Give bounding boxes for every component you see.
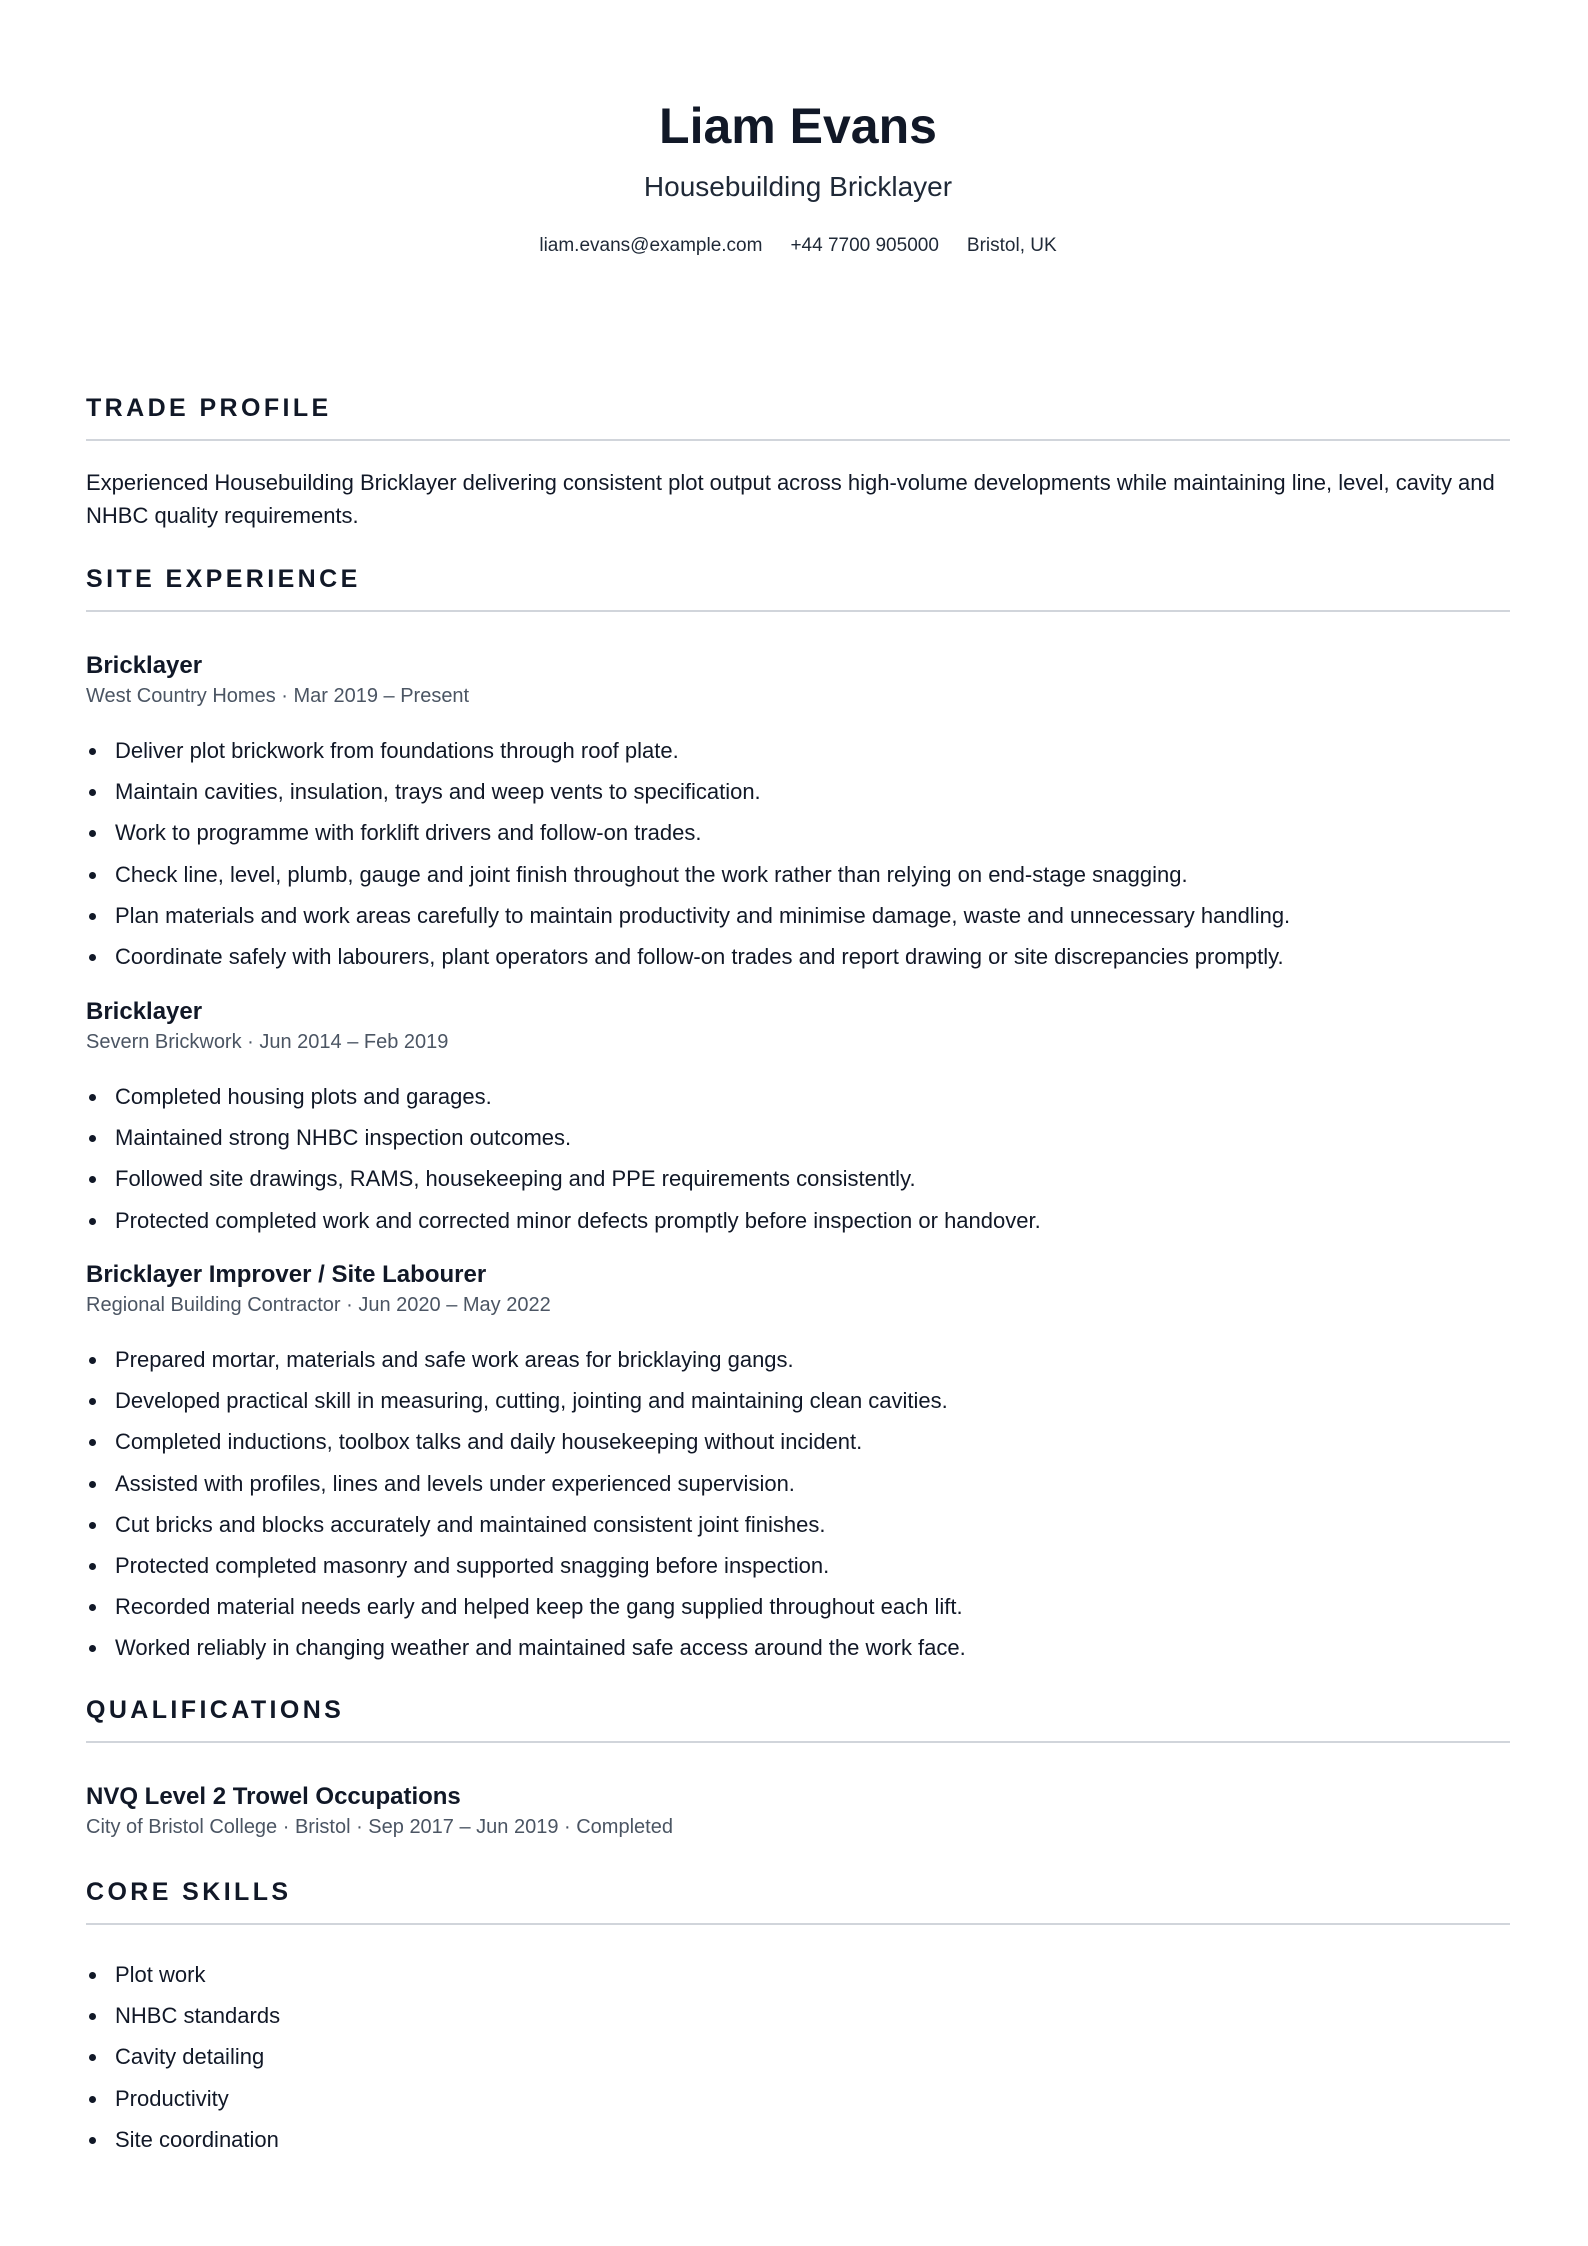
job-title: Bricklayer Improver / Site Labourer — [86, 1261, 487, 1288]
list-item: Developed practical skill in measuring, cutting, jointing and maintaining clean cavities. — [86, 1380, 1510, 1421]
section-heading-profile: TRADE PROFILE — [86, 394, 332, 422]
candidate-title: Housebuilding Bricklayer — [643, 171, 953, 202]
list-item: Plot work — [86, 1954, 1510, 1995]
job-meta: Severn Brickwork · Jun 2014 – Feb 2019 — [86, 1031, 449, 1053]
job-bullets — [86, 1339, 1510, 1669]
contact-line — [86, 232, 1510, 260]
list-item: Check line, level, plumb, gauge and joint finish throughout the work rather than relying on end-stage snagging. — [86, 854, 1510, 895]
section-heading-experience: SITE EXPERIENCE — [86, 565, 361, 593]
section-divider — [86, 1923, 1510, 1925]
section-heading-qualifications: QUALIFICATIONS — [86, 1696, 345, 1724]
list-item: Plan materials and work areas carefully to maintain productivity and minimise damage, waste and unnecessary handling. — [86, 895, 1510, 936]
list-item: Maintain cavities, insulation, trays and weep vents to specification. — [86, 771, 1510, 812]
list-item: Prepared mortar, materials and safe work areas for bricklaying gangs. — [86, 1339, 1510, 1380]
list-item: Completed housing plots and garages. — [86, 1076, 1510, 1117]
list-item: Cavity detailing — [86, 2036, 1510, 2077]
list-item: Worked reliably in changing weather and maintained safe access around the work face. — [86, 1627, 1510, 1668]
profile-summary: Experienced Housebuilding Bricklayer delivering consistent plot output across high-volume developments while maintaining line, level, cavity and NHBC quality requirements. — [86, 470, 1495, 528]
section-divider — [86, 610, 1510, 612]
job-title: Bricklayer — [86, 652, 203, 679]
skills-list — [86, 1954, 1510, 2160]
list-item: Followed site drawings, RAMS, housekeeping and PPE requirements consistently. — [86, 1158, 1510, 1199]
list-item: Completed inductions, toolbox talks and daily housekeeping without incident. — [86, 1421, 1510, 1462]
list-item: Maintained strong NHBC inspection outcomes. — [86, 1117, 1510, 1158]
list-item: Protected completed work and corrected minor defects promptly before inspection or handover. — [86, 1200, 1510, 1241]
section-heading-skills: CORE SKILLS — [86, 1878, 292, 1906]
list-item: Deliver plot brickwork from foundations through roof plate. — [86, 730, 1510, 771]
section-divider — [86, 439, 1510, 441]
contact-location: Bristol, UK — [966, 235, 1057, 256]
section-divider — [86, 1741, 1510, 1743]
candidate-name: Liam Evans — [659, 98, 937, 154]
list-item: Productivity — [86, 2078, 1510, 2119]
list-item: NHBC standards — [86, 1995, 1510, 2036]
qualification-meta: City of Bristol College · Bristol · Sep 2017 – Jun 2019 · Completed — [86, 1816, 673, 1838]
job-bullets — [86, 1076, 1510, 1241]
job-bullets — [86, 730, 1510, 977]
list-item: Assisted with profiles, lines and levels under experienced supervision. — [86, 1463, 1510, 1504]
job-meta: West Country Homes · Mar 2019 – Present — [86, 685, 470, 707]
job-meta: Regional Building Contractor · Jun 2020 – May 2022 — [86, 1294, 551, 1316]
list-item: Coordinate safely with labourers, plant operators and follow-on trades and report drawing or site discrepancies promptly. — [86, 936, 1510, 977]
list-item: Site coordination — [86, 2119, 1510, 2160]
contact-email[interactable]: liam.evans@example.com — [539, 235, 763, 256]
contact-phone[interactable]: +44 7700 905000 — [790, 235, 939, 256]
job-title: Bricklayer — [86, 998, 203, 1025]
list-item: Cut bricks and blocks accurately and maintained consistent joint finishes. — [86, 1504, 1510, 1545]
list-item: Recorded material needs early and helped keep the gang supplied throughout each lift. — [86, 1586, 1510, 1627]
list-item: Protected completed masonry and supported snagging before inspection. — [86, 1545, 1510, 1586]
qualification-title: NVQ Level 2 Trowel Occupations — [86, 1783, 461, 1810]
list-item: Work to programme with forklift drivers and follow-on trades. — [86, 812, 1510, 853]
